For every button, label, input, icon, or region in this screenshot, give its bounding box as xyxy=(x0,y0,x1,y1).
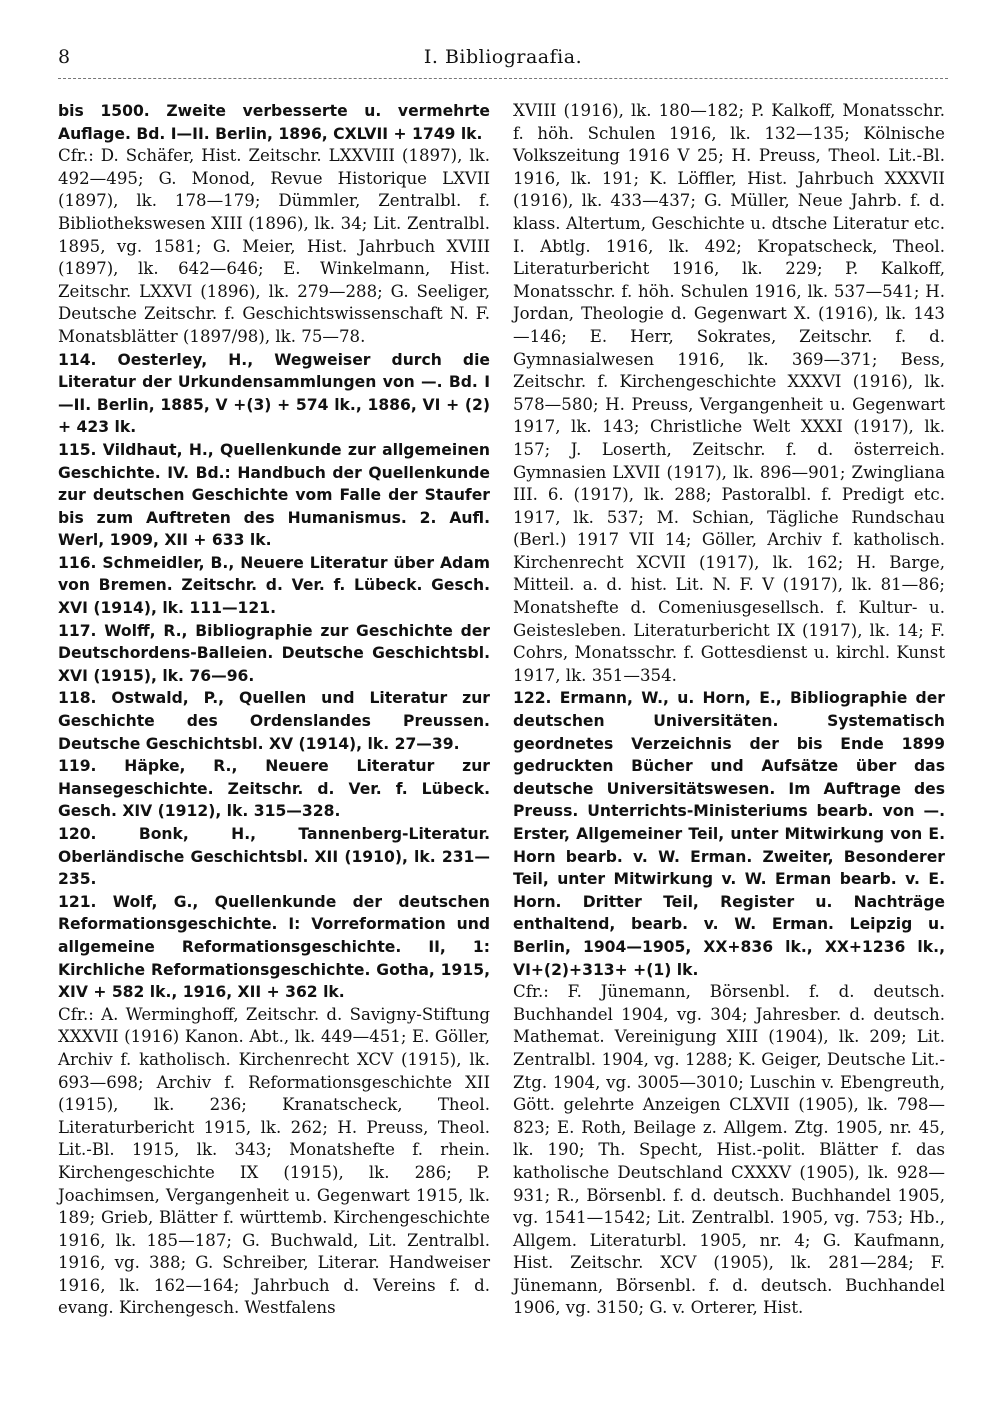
left-column xyxy=(58,100,490,1320)
entry-121: 121. Wolf, G., Quellenkunde der deutschen Reformationsgeschichte. I: Vorreformation und allgemeine Reformationsgeschichte. II, 1: Kirchliche Reformationsgeschichte. Gotha, 1915, XIV + 582 lk., 1916, XII + 362 lk. xyxy=(58,892,490,1002)
entry-117: 117. Wolff, R., Bibliographie zur Geschichte der Deutschordens-Balleien. Deutsche Geschichtsbl. XVI (1915), lk. 76—96. xyxy=(58,621,490,685)
running-title: I. Bibliograafia. xyxy=(423,46,583,68)
header-rule xyxy=(58,78,948,79)
page-number: 8 xyxy=(58,46,71,68)
entry-114: 114. Oesterley, H., Wegweiser durch die Literatur der Urkundensammlungen von —. Bd. I—II. Berlin, 1885, V +(3) + 574 lk., 1886, VI + (2) + 423 lk. xyxy=(58,350,490,437)
entry-121-reviews-cont: XVIII (1916), lk. 180—182; P. Kalkoff, Monatsschr. f. höh. Schulen 1916, lk. 132—135; Kölnische Volkszeitung 1916 V 25; H. Preuss, Theol. Lit.-Bl. 1916, lk. 191; K. Löffler, Hist. Jahrbuch XXXVII (1916), lk. 433—437; G. Müller, Neue Jahrb. f. d. klass. Altertum, Geschichte u. dtsche Literatur etc. I. Abtlg. 1916, lk. 492; Kropatscheck, Theol. Literaturbericht 1916, lk. 229; P. Kalkoff, Monatsschr. f. höh. Schulen 1916, lk. 537—541; H. Jordan, Theologie d. Gegenwart X. (1916), lk. 143—146; E. Herr, Sokrates, Zeitschr. f. d. Gymnasialwesen 1916, lk. 369—371; Bess, Zeitschr. f. Kirchengeschichte XXXVI (1916), lk. 578—580; H. Preuss, Vergangenheit u. Gegenwart 1917, lk. 143; Christliche Welt XXXI (1917), lk. 157; J. Loserth, Zeitschr. f. d. österreich. Gymnasien LXVII (1917), lk. 896—901; Zwingliana III. 6. (1917), lk. 288; Pastoralbl. f. Predigt etc. 1917, lk. 537; M. Schian, Tägliche Rundschau (Berl.) 1917 VII 14; Göller, Archiv f. katholisch. Kirchenrecht XCVII (1917), lk. 162; H. Barge, Mitteil. a. d. hist. Lit. N. F. V (1917), lk. 81—86; Monatshefte d. Comeniusgesellsch. f. Kultur- u. Geistesleben. Literaturbericht IX (1917), lk. 14; F. Cohrs, Monatsschr. f. Gottesdienst u. kirchl. Kunst 1917, lk. 351—354. xyxy=(513,101,945,685)
entry-113-title: bis 1500. Zweite verbesserte u. vermehrte Auflage. Bd. I—II. Berlin, 1896, CXLVII + 1749 lk. xyxy=(58,102,490,143)
entry-119: 119. Häpke, R., Neuere Literatur zur Hansegeschichte. Zeitschr. d. Ver. f. Lübeck. Gesch. XIV (1912), lk. 315—328. xyxy=(58,757,490,821)
entry-115: 115. Vildhaut, H., Quellenkunde zur allgemeinen Geschichte. IV. Bd.: Handbuch der Quellenkunde zur deutschen Geschichte vom Falle der Staufer bis zum Auftreten des Humanismus. 2. Aufl. Werl, 1909, XII + 633 lk. xyxy=(58,440,490,550)
entry-122-reviews: Cfr.: F. Jünemann, Börsenbl. f. d. deutsch. Buchhandel 1904, vg. 304; Jahresber. d. deutsch. Mathemat. Vereinigung XIII (1904), lk. 209; Lit. Zentralbl. 1904, vg. 1288; K. Geiger, Deutsche Lit.-Ztg. 1904, vg. 3005—3010; Luschin v. Ebengreuth, Gött. gelehrte Anzeigen CLXVII (1905), lk. 798—823; E. Roth, Beilage z. Allgem. Ztg. 1905, nr. 45, lk. 190; Th. Specht, Hist.-polit. Blätter f. das katholische Deutschland CXXXV (1905), lk. 928—931; R., Börsenbl. f. d. deutsch. Buchhandel 1905, vg. 1541—1542; Lit. Zentralbl. 1905, vg. 753; Hb., Allgem. Literaturbl. 1905, nr. 4; G. Kaufmann, Hist. Zeitschr. XCV (1905), lk. 281—284; F. Jünemann, Börsenbl. f. d. deutsch. Buchhandel 1906, vg. 3150; G. v. Orterer, Hist. xyxy=(513,982,945,1318)
right-column xyxy=(513,100,945,1320)
entry-120: 120. Bonk, H., Tannenberg-Literatur. Oberländische Geschichtsbl. XII (1910), lk. 231—235. xyxy=(58,825,490,889)
entry-113-reviews: Cfr.: D. Schäfer, Hist. Zeitschr. LXXVIII (1897), lk. 492—495; G. Monod, Revue Historique LXVII (1897), lk. 178—179; Dümmler, Zentralbl. f. Bibliothekswesen XIII (1896), lk. 34; Lit. Zentralbl. 1895, vg. 1581; G. Meier, Hist. Jahrbuch XVIII (1897), lk. 642—646; E. Winkelmann, Hist. Zeitschr. LXXVI (1896), lk. 279—288; G. Seeliger, Deutsche Zeitschr. f. Geschichtswissenschaft N. F. Monatsblätter (1897/98), lk. 75—78. xyxy=(58,146,490,346)
entry-121-reviews: Cfr.: A. Werminghoff, Zeitschr. d. Savigny-Stiftung XXXVII (1916) Kanon. Abt., lk. 449—451; E. Göller, Archiv f. katholisch. Kirchenrecht XCV (1915), lk. 693—698; Archiv f. Reformationsgeschichte XII (1915), lk. 236; Kranatscheck, Theol. Literaturbericht 1915, lk. 262; H. Preuss, Theol. Lit.-Bl. 1915, lk. 343; Monatshefte f. rhein. Kirchengeschichte IX (1915), lk. 286; P. Joachimsen, Vergangenheit u. Gegenwart 1915, lk. 189; Grieb, Blätter f. württemb. Kirchengeschichte 1916, lk. 185—187; G. Buchwald, Lit. Zentralbl. 1916, vg. 388; G. Schreiber, Literar. Handweiser 1916, lk. 162—164; Jahrbuch d. Vereins f. d. evang. Kirchengesch. Westfalens xyxy=(58,1004,490,1318)
page-header xyxy=(58,46,948,76)
entry-116: 116. Schmeidler, B., Neuere Literatur über Adam von Bremen. Zeitschr. d. Ver. f. Lübeck. Gesch. XVI (1914), lk. 111—121. xyxy=(58,553,490,618)
entry-118: 118. Ostwald, P., Quellen und Literatur zur Geschichte des Ordenslandes Preussen. Deutsche Geschichtsbl. XV (1914), lk. 27—39. xyxy=(58,689,490,753)
entry-122: 122. Ermann, W., u. Horn, E., Bibliographie der deutschen Universitäten. Systematisch geordnetes Verzeichnis der bis Ende 1899 gedruckten Bücher und Aufsätze über das deutsche Universitätswesen. Im Auftrage des Preuss. Unterrichts-Ministeriums bearb. von —. Erster, Allgemeiner Teil, unter Mitwirkung von E. Horn bearb. v. W. Erman. Zweiter, Besonderer Teil, unter Mitwirkung v. W. Erman bearb. v. E. Horn. Dritter Teil, Register u. Nachträge enthaltend, bearb. v. W. Erman. Leipzig u. Berlin, 1904—1905, XX+836 lk., XX+1236 lk., VI+(2)+313+ +(1) lk. xyxy=(513,689,945,979)
